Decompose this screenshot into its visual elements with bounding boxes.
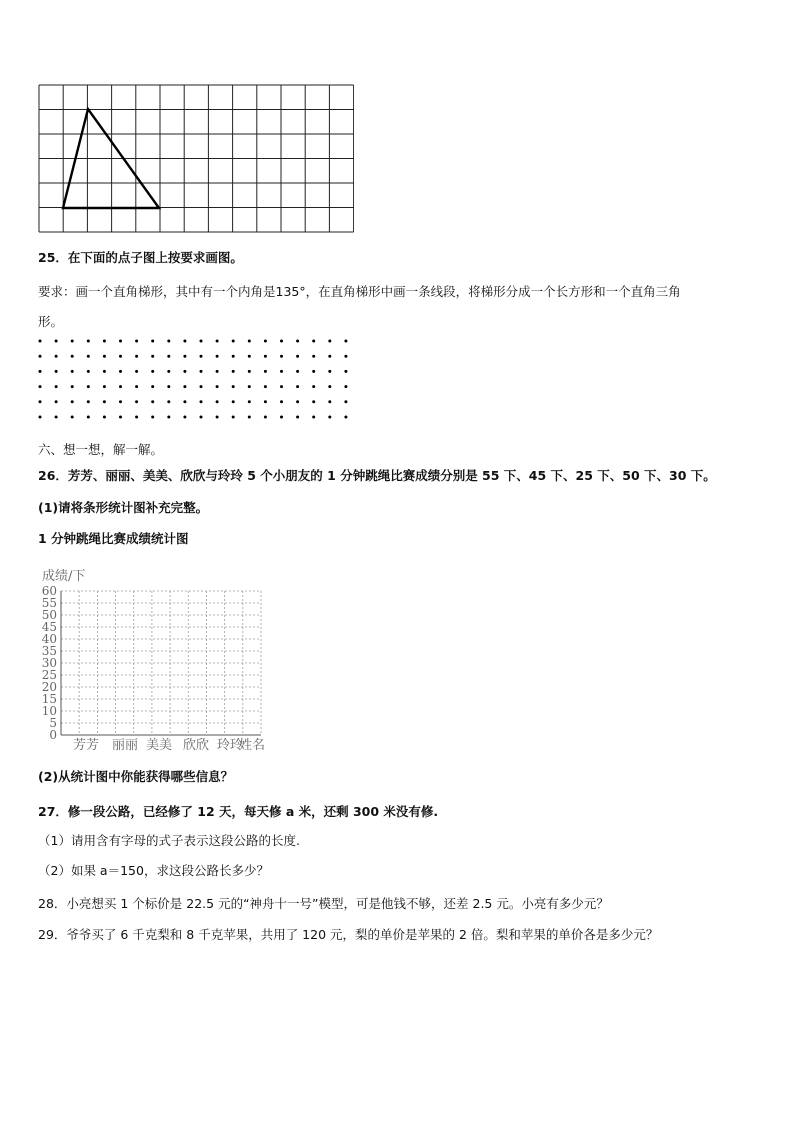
x-category-label: 丽丽 xyxy=(111,738,139,753)
dot-grid[interactable] xyxy=(34,336,354,426)
y-tick-label: 60 xyxy=(41,584,57,598)
dot[interactable] xyxy=(200,400,203,403)
dot[interactable] xyxy=(167,370,170,373)
dot[interactable] xyxy=(328,385,331,388)
dot[interactable] xyxy=(312,370,315,373)
x-category-label: 美美 xyxy=(145,738,173,753)
dot[interactable] xyxy=(103,355,106,358)
y-tick-label: 45 xyxy=(41,620,57,634)
dot[interactable] xyxy=(344,355,347,358)
dot[interactable] xyxy=(296,340,299,343)
dot[interactable] xyxy=(216,385,219,388)
dot[interactable] xyxy=(119,400,122,403)
dot[interactable] xyxy=(264,385,267,388)
dot[interactable] xyxy=(119,385,122,388)
dot[interactable] xyxy=(135,355,138,358)
x-axis-label: 姓名 xyxy=(239,738,266,753)
dot[interactable] xyxy=(232,340,235,343)
dot[interactable] xyxy=(344,385,347,388)
dot[interactable] xyxy=(296,385,299,388)
dot[interactable] xyxy=(87,340,90,343)
dot[interactable] xyxy=(232,416,235,419)
dot[interactable] xyxy=(248,400,251,403)
dot[interactable] xyxy=(39,416,42,419)
dot[interactable] xyxy=(248,355,251,358)
q29-title: 29．爷爷买了 6 千克梨和 8 千克苹果，共用了 120 元，梨的单价是苹果的 2 倍。梨和苹果的单价各是多少元？ xyxy=(38,927,659,942)
dot[interactable] xyxy=(103,416,106,419)
dot[interactable] xyxy=(312,400,315,403)
dot[interactable] xyxy=(280,340,283,343)
dot[interactable] xyxy=(216,355,219,358)
dot[interactable] xyxy=(71,355,74,358)
q28-title: 28．小亮想买 1 个标价是 22.5 元的“神舟十一号”模型，可是他钱不够，还差 2.5 元。小亮有多少元？ xyxy=(38,896,609,911)
dot[interactable] xyxy=(312,340,315,343)
y-tick-label: 20 xyxy=(41,680,57,694)
dot[interactable] xyxy=(151,370,154,373)
dot[interactable] xyxy=(119,370,122,373)
dot[interactable] xyxy=(216,370,219,373)
dot[interactable] xyxy=(39,400,42,403)
dot[interactable] xyxy=(55,385,58,388)
dot[interactable] xyxy=(296,355,299,358)
dot[interactable] xyxy=(87,370,90,373)
dot[interactable] xyxy=(55,355,58,358)
dot[interactable] xyxy=(183,340,186,343)
dot[interactable] xyxy=(248,340,251,343)
dot[interactable] xyxy=(183,355,186,358)
dot[interactable] xyxy=(183,385,186,388)
dot[interactable] xyxy=(344,370,347,373)
dot[interactable] xyxy=(103,385,106,388)
y-tick-label: 50 xyxy=(41,608,57,622)
dot[interactable] xyxy=(135,370,138,373)
q26-title: 26．芳芳、丽丽、美美、欣欣与玲玲 5 个小朋友的 1 分钟跳绳比赛成绩分别是 55 下、45 下、25 下、50 下、30 下。 xyxy=(38,468,716,483)
dot[interactable] xyxy=(328,416,331,419)
dot[interactable] xyxy=(232,385,235,388)
y-tick-label: 25 xyxy=(41,668,57,682)
q27-part1: （1）请用含有字母的式子表示这段公路的长度. xyxy=(38,833,300,848)
q25-title: 25．在下面的点子图上按要求画图。 xyxy=(38,250,243,265)
dot[interactable] xyxy=(264,416,267,419)
dot[interactable] xyxy=(71,340,74,343)
dot[interactable] xyxy=(167,385,170,388)
dot[interactable] xyxy=(167,416,170,419)
dot[interactable] xyxy=(328,355,331,358)
dot[interactable] xyxy=(328,370,331,373)
dot[interactable] xyxy=(167,340,170,343)
dot[interactable] xyxy=(39,340,42,343)
dot[interactable] xyxy=(167,355,170,358)
dot[interactable] xyxy=(280,400,283,403)
dot[interactable] xyxy=(103,370,106,373)
dot[interactable] xyxy=(296,400,299,403)
dot[interactable] xyxy=(151,416,154,419)
dot[interactable] xyxy=(200,355,203,358)
dot[interactable] xyxy=(280,370,283,373)
dot[interactable] xyxy=(71,370,74,373)
q27-title: 27．修一段公路，已经修了 12 天，每天修 a 米，还剩 300 米没有修. xyxy=(38,804,439,819)
dot[interactable] xyxy=(135,416,138,419)
dot[interactable] xyxy=(55,400,58,403)
dot[interactable] xyxy=(264,400,267,403)
dot[interactable] xyxy=(87,355,90,358)
dot[interactable] xyxy=(151,340,154,343)
dot[interactable] xyxy=(200,416,203,419)
dot[interactable] xyxy=(312,355,315,358)
x-category-label: 玲玲 xyxy=(216,738,244,753)
dot[interactable] xyxy=(87,400,90,403)
q26-part1: (1)请将条形统计图补充完整。 xyxy=(38,500,209,515)
dot[interactable] xyxy=(135,385,138,388)
q25-requirement-line1: 要求：画一个直角梯形，其中有一个内角是135°，在直角梯形中画一条线段，将梯形分成一个长方形和一个直角三角 xyxy=(38,284,681,299)
dot[interactable] xyxy=(280,416,283,419)
dot[interactable] xyxy=(232,370,235,373)
q25-requirement-line2: 形。 xyxy=(38,314,64,329)
dot[interactable] xyxy=(119,416,122,419)
q27-part2: （2）如果 a＝150，求这段公路长多少？ xyxy=(38,863,269,878)
dot[interactable] xyxy=(344,416,347,419)
dot[interactable] xyxy=(55,370,58,373)
dot[interactable] xyxy=(71,416,74,419)
y-tick-label: 55 xyxy=(41,596,57,610)
y-tick-label: 15 xyxy=(41,692,57,706)
dot[interactable] xyxy=(183,416,186,419)
dot[interactable] xyxy=(280,355,283,358)
y-tick-label: 0 xyxy=(49,728,57,742)
dot[interactable] xyxy=(183,370,186,373)
dot[interactable] xyxy=(328,340,331,343)
chart-title: 1 分钟跳绳比赛成绩统计图 xyxy=(38,531,189,546)
q26-part2: (2)从统计图中你能获得哪些信息？ xyxy=(38,769,234,784)
dot[interactable] xyxy=(87,385,90,388)
dot[interactable] xyxy=(280,385,283,388)
section6-title: 六、想一想，解一解。 xyxy=(38,442,164,457)
dot[interactable] xyxy=(248,385,251,388)
dot[interactable] xyxy=(248,416,251,419)
dot[interactable] xyxy=(39,385,42,388)
dot[interactable] xyxy=(296,416,299,419)
dot[interactable] xyxy=(264,340,267,343)
dot[interactable] xyxy=(328,400,331,403)
dot[interactable] xyxy=(312,416,315,419)
x-category-label: 欣欣 xyxy=(182,738,210,753)
dot[interactable] xyxy=(200,370,203,373)
dot[interactable] xyxy=(183,400,186,403)
dot[interactable] xyxy=(167,400,170,403)
dot[interactable] xyxy=(200,385,203,388)
dot[interactable] xyxy=(135,400,138,403)
y-tick-label: 30 xyxy=(41,656,57,670)
y-tick-label: 40 xyxy=(41,632,57,646)
dot[interactable] xyxy=(55,340,58,343)
dot[interactable] xyxy=(119,340,122,343)
dot[interactable] xyxy=(312,385,315,388)
dot[interactable] xyxy=(87,416,90,419)
dot[interactable] xyxy=(119,355,122,358)
bar-chart[interactable] xyxy=(34,562,294,756)
dot[interactable] xyxy=(248,370,251,373)
y-tick-label: 5 xyxy=(49,716,57,730)
dot[interactable] xyxy=(216,416,219,419)
y-axis-label: 成绩/下 xyxy=(42,569,86,584)
dot[interactable] xyxy=(216,400,219,403)
dot[interactable] xyxy=(264,370,267,373)
dot[interactable] xyxy=(232,355,235,358)
dot[interactable] xyxy=(344,400,347,403)
dot[interactable] xyxy=(151,385,154,388)
dot[interactable] xyxy=(216,340,219,343)
dot[interactable] xyxy=(264,355,267,358)
dot[interactable] xyxy=(344,340,347,343)
dot[interactable] xyxy=(151,355,154,358)
dot[interactable] xyxy=(135,340,138,343)
dot[interactable] xyxy=(55,416,58,419)
dot[interactable] xyxy=(103,340,106,343)
dot[interactable] xyxy=(232,400,235,403)
dot[interactable] xyxy=(71,385,74,388)
y-tick-label: 10 xyxy=(41,704,57,718)
dot[interactable] xyxy=(39,355,42,358)
dot[interactable] xyxy=(71,400,74,403)
x-category-label: 芳芳 xyxy=(72,738,100,753)
dot[interactable] xyxy=(296,370,299,373)
dot[interactable] xyxy=(39,370,42,373)
dot[interactable] xyxy=(200,340,203,343)
y-tick-label: 35 xyxy=(41,644,57,658)
triangle-grid-figure xyxy=(38,84,354,234)
dot[interactable] xyxy=(103,400,106,403)
dot[interactable] xyxy=(151,400,154,403)
